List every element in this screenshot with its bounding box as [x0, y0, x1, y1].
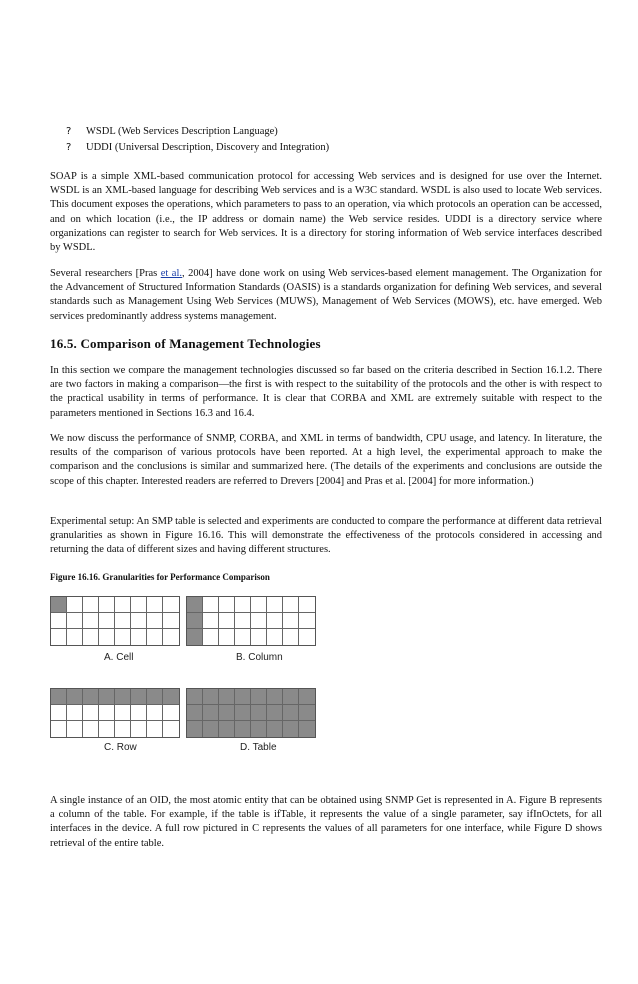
grid-cell: [67, 597, 83, 613]
granularity-grid-column: [186, 596, 316, 646]
grid-cell: [99, 705, 115, 721]
bullet-mark: ?: [66, 126, 72, 137]
bullet-item-wsdl: [66, 124, 586, 140]
grid-cell: [235, 705, 251, 721]
grid-cell: [83, 613, 99, 629]
grid-label-row: C. Row: [104, 742, 137, 753]
grid-label-table: D. Table: [240, 742, 277, 753]
grid-cell: [131, 721, 147, 737]
grid-cell: [267, 705, 283, 721]
grid-cell: [67, 705, 83, 721]
grid-cell: [83, 721, 99, 737]
grid-cell: [219, 613, 235, 629]
grid-cell: [51, 721, 67, 737]
grid-cell: [187, 629, 203, 645]
grid-cell: [147, 705, 163, 721]
grid-cell: [147, 613, 163, 629]
grid-cell: [251, 721, 267, 737]
grid-cell: [51, 689, 67, 705]
grid-cell: [163, 721, 179, 737]
grid-cell: [115, 689, 131, 705]
grid-cell: [147, 721, 163, 737]
section-heading: 16.5. Comparison of Management Technologies: [50, 336, 321, 351]
grid-cell: [283, 721, 299, 737]
bullet-mark: ?: [66, 142, 72, 153]
grid-cell: [251, 597, 267, 613]
paragraph-researchers: Several researchers [Pras et al., 2004] have done work on using Web services-based element management. The Organization for the Advancement of Structured Information Standards (OASIS) is a standards organization for defining Web services, and several standards such as Management Using Web Services (MUWS), Management of Web Services (MOWS), etc. have emerged. Web services predominantly address systems management.: [50, 268, 602, 322]
grid-cell: [163, 689, 179, 705]
citation-link[interactable]: et al.: [160, 268, 182, 279]
grid-cell: [187, 613, 203, 629]
grid-cell: [235, 721, 251, 737]
grid-cell: [219, 705, 235, 721]
granularity-grid-table: [186, 688, 316, 738]
grid-cell: [131, 705, 147, 721]
grid-cell: [187, 721, 203, 737]
grid-cell: [131, 613, 147, 629]
paragraph-setup: Experimental setup: An SMP table is selected and experiments are conducted to compare the performance at different data retrieval granularities as shown in Figure 16.16. This will demonstrate the effectiveness of the protocols considered in accessing and returning the data of different sizes and having different structures.: [50, 516, 602, 556]
grid-cell: [219, 629, 235, 645]
grid-cell: [163, 629, 179, 645]
grid-cell: [51, 705, 67, 721]
grid-cell: [147, 597, 163, 613]
paragraph-performance: We now discuss the performance of SNMP, CORBA, and XML in terms of bandwidth, CPU usage, and latency. In literature, the results of the comparison of various protocols have been reported. At a high level, the experimental approach to make the comparison and the conclusions is similar and summarized here. (The details of the experiments and conclusions are outside the scope of this chapter. Interested readers are referred to Drevers [2004] and Pras et al. [2004] for more information.): [50, 433, 602, 487]
grid-cell: [131, 629, 147, 645]
grid-cell: [203, 613, 219, 629]
grid-cell: [283, 597, 299, 613]
grid-cell: [235, 629, 251, 645]
grid-cell: [99, 689, 115, 705]
grid-cell: [147, 629, 163, 645]
grid-cell: [251, 613, 267, 629]
paragraph-compare: In this section we compare the management technologies discussed so far based on the criteria described in Section 16.1.2. There are two factors in making a comparison—the first is with respect to the suitability of the protocols and the other is with respect to the practical usability in terms of performance. It is clear that CORBA and XML are extremely suitable with respect to the parameters mentioned in Sections 16.3 and 16.4.: [50, 365, 602, 419]
granularity-grid-cell: [50, 596, 180, 646]
grid-cell: [203, 705, 219, 721]
grid-cell: [283, 705, 299, 721]
grid-cell: [147, 689, 163, 705]
grid-cell: [299, 613, 315, 629]
grid-cell: [299, 721, 315, 737]
grid-cell: [251, 629, 267, 645]
grid-cell: [203, 721, 219, 737]
grid-cell: [299, 629, 315, 645]
grid-cell: [99, 597, 115, 613]
grid-cell: [299, 597, 315, 613]
bullet-text: UDDI (Universal Description, Discovery and Integration): [86, 142, 330, 153]
grid-cell: [83, 705, 99, 721]
figure-caption: Figure 16.16. Granularities for Performance Comparison: [50, 572, 270, 582]
grid-cell: [99, 613, 115, 629]
grid-cell: [267, 689, 283, 705]
grid-cell: [203, 597, 219, 613]
grid-cell: [299, 689, 315, 705]
paragraph-soap: SOAP is a simple XML-based communication protocol for accessing Web services and is designed for use over the Internet. WSDL is an XML-based language for describing Web services and is a W3C standard. WSDL is also used to locate Web services. This document exposes the operations, which parameters to pass to an operation, via which protocols an operation can be accessed, and on which location (i.e., the IP address or domain name) the Web service resides. UDDI is a directory service where organizations can register to search for Web services. It is a directory for storing information of Web service interfaces described by WSDL.: [50, 171, 602, 254]
grid-cell: [187, 705, 203, 721]
grid-cell: [235, 597, 251, 613]
bullet-item-uddi: [66, 140, 586, 156]
granularity-grid-row: [50, 688, 180, 738]
grid-cell: [83, 689, 99, 705]
grid-cell: [115, 721, 131, 737]
grid-cell: [283, 613, 299, 629]
grid-cell: [83, 629, 99, 645]
grid-cell: [67, 613, 83, 629]
grid-cell: [99, 629, 115, 645]
grid-cell: [115, 629, 131, 645]
grid-cell: [115, 597, 131, 613]
bullet-text: WSDL (Web Services Description Language): [86, 126, 278, 137]
grid-cell: [235, 689, 251, 705]
grid-cell: [163, 705, 179, 721]
grid-cell: [115, 705, 131, 721]
grid-cell: [299, 705, 315, 721]
grid-cell: [267, 629, 283, 645]
grid-cell: [283, 689, 299, 705]
grid-cell: [267, 597, 283, 613]
grid-cell: [219, 597, 235, 613]
grid-cell: [51, 613, 67, 629]
grid-cell: [131, 689, 147, 705]
grid-cell: [187, 689, 203, 705]
grid-cell: [67, 629, 83, 645]
grid-cell: [219, 689, 235, 705]
grid-cell: [51, 597, 67, 613]
grid-cell: [219, 721, 235, 737]
grid-cell: [251, 705, 267, 721]
grid-cell: [283, 629, 299, 645]
grid-cell: [251, 689, 267, 705]
grid-cell: [67, 721, 83, 737]
grid-cell: [267, 721, 283, 737]
grid-cell: [235, 613, 251, 629]
grid-cell: [99, 721, 115, 737]
grid-cell: [163, 597, 179, 613]
grid-cell: [187, 597, 203, 613]
grid-cell: [115, 613, 131, 629]
grid-label-cell: A. Cell: [104, 652, 134, 663]
grid-cell: [83, 597, 99, 613]
grid-cell: [51, 629, 67, 645]
paragraph-oid: A single instance of an OID, the most atomic entity that can be obtained using SNMP Get is represented in A. Figure B represents a column of the table. For example, if the table is ifTable, it represents the value of a single parameter, say ifInOctets, for all interfaces in the device. A full row pictured in C represents the values of all parameters for one interface, while Figure D shows retrieval of the entire table.: [50, 795, 602, 849]
grid-label-column: B. Column: [236, 652, 283, 663]
grid-cell: [131, 597, 147, 613]
grid-cell: [67, 689, 83, 705]
grid-cell: [163, 613, 179, 629]
bullet-list: [66, 124, 586, 156]
grid-cell: [267, 613, 283, 629]
grid-cell: [203, 689, 219, 705]
grid-cell: [203, 629, 219, 645]
